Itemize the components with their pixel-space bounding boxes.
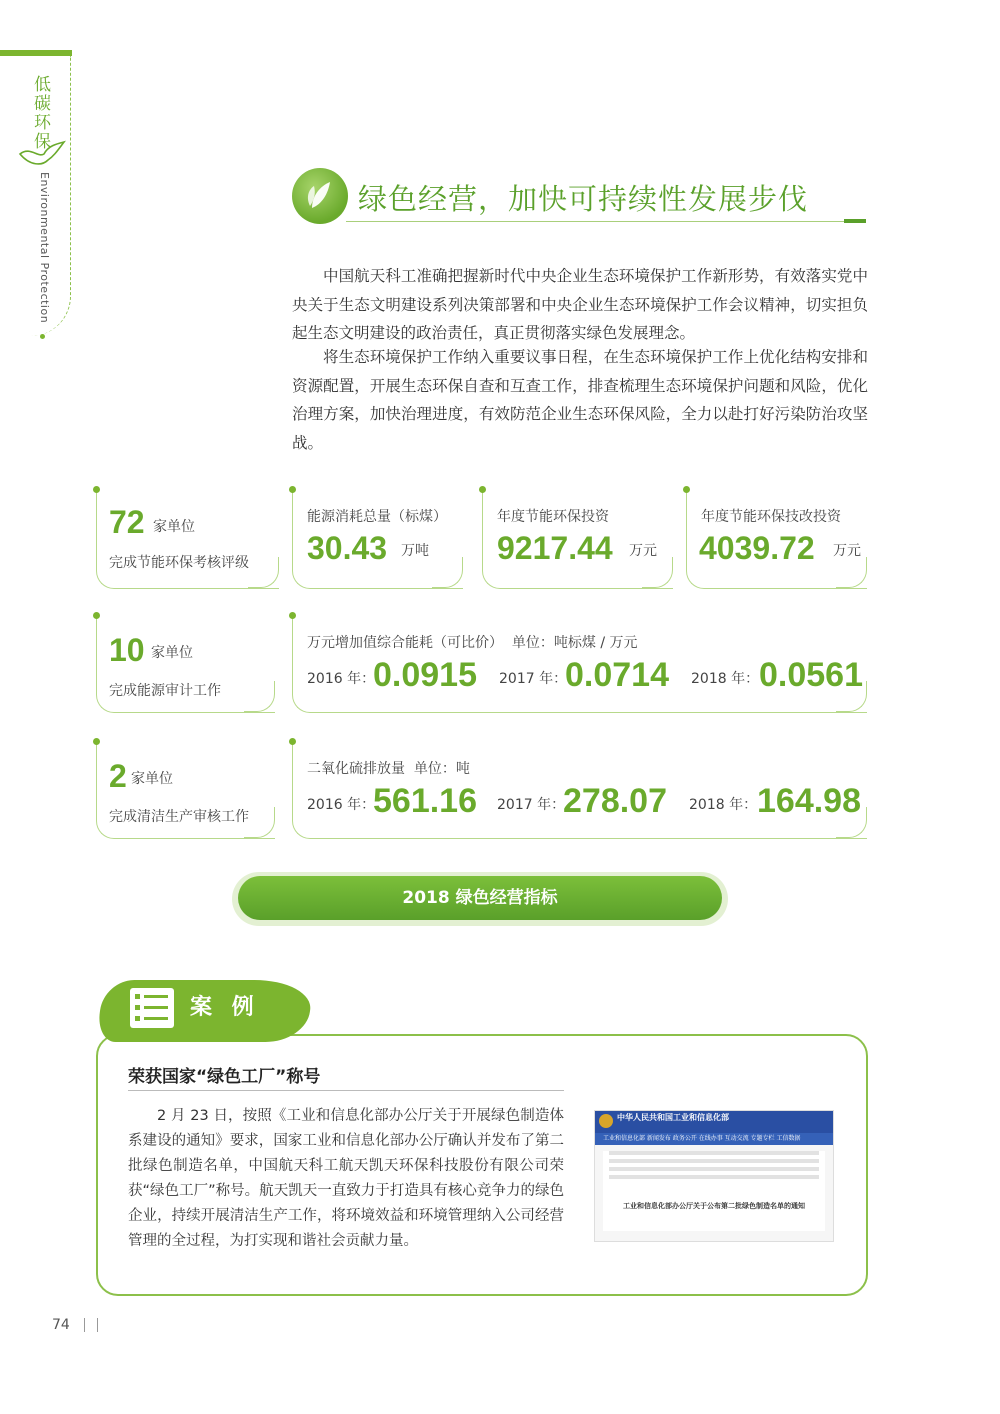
- stat-unit: 家单位: [153, 519, 195, 535]
- stat-unit: 万元: [833, 543, 861, 559]
- stat-box-so2: [292, 742, 867, 839]
- title-underline-accent: [844, 219, 866, 223]
- stat-value: 9217.44: [497, 530, 613, 566]
- page-number: 74: [52, 1317, 70, 1333]
- year-label: 2017 年：: [499, 671, 568, 687]
- case-tag: 案 例: [190, 995, 260, 1020]
- case-title-divider: [128, 1090, 564, 1091]
- title-underline: [346, 221, 866, 222]
- stat-unit: 万吨: [401, 543, 429, 559]
- list-icon: [130, 988, 174, 1028]
- year-value: 0.0714: [565, 656, 669, 694]
- screenshot-caption: 工业和信息化部办公厅关于公布第二批绿色制造名单的通知: [623, 1202, 805, 1210]
- screenshot-header: 中华人民共和国工业和信息化部: [617, 1113, 729, 1122]
- stat-value: 72: [109, 504, 145, 540]
- stat-unit: 万元: [629, 543, 657, 559]
- stat-box-energy-intensity: [292, 616, 867, 713]
- intro-paragraph-1: 中国航天科工准确把握新时代中央企业生态环境保护工作新形势，有效落实党中央关于生态文明建设系列决策部署和中央企业生态环境保护工作会议精神，切实担负起生态文明建设的政治责任，真正贯彻落实绿色发展理念。: [292, 267, 868, 342]
- stat-box-tech-investment: [686, 490, 867, 589]
- section-title: 绿色经营，加快可持续性发展步伐: [358, 182, 809, 216]
- year-label: 2016 年：: [307, 671, 376, 687]
- stat-box-investment: [482, 490, 673, 589]
- stat-label: 年度节能环保投资: [497, 509, 609, 525]
- year-value: 0.0561: [759, 656, 863, 694]
- year-label: 2018 年：: [689, 797, 758, 813]
- stat-label: 完成能源审计工作: [109, 683, 221, 699]
- stat-value: 2: [109, 758, 127, 794]
- stat-unit: 家单位: [151, 645, 193, 661]
- leaf-icon: [292, 168, 348, 224]
- stat-title: 万元增加值综合能耗（可比价） 单位：吨标煤 / 万元: [307, 635, 638, 651]
- year-value: 0.0915: [373, 656, 477, 694]
- stat-value: 30.43: [307, 530, 388, 566]
- year-value: 278.07: [563, 782, 667, 820]
- side-category-subtitle: Environmental Protection: [38, 172, 51, 324]
- year-label: 2017 年：: [497, 797, 566, 813]
- stat-box-energy: [292, 490, 463, 589]
- stat-label: 能源消耗总量（标煤）: [307, 509, 447, 525]
- year-label: 2018 年：: [691, 671, 760, 687]
- stat-label: 年度节能环保技改投资: [701, 509, 841, 525]
- emblem-icon: [599, 1114, 613, 1128]
- stats-caption: 2018 绿色经营指标: [238, 876, 722, 920]
- year-label: 2016 年：: [307, 797, 376, 813]
- case-title: 荣获国家“绿色工厂”称号: [128, 1067, 321, 1087]
- page-marker: [84, 1318, 98, 1332]
- stat-box-assessment: [96, 490, 279, 589]
- screenshot-nav: 工业和信息化部 新闻发布 政务公开 在线办事 互动交流 专题专栏 工信数据: [595, 1133, 833, 1145]
- side-category-title: 低碳环保: [34, 75, 51, 152]
- year-value: 561.16: [373, 782, 477, 820]
- stat-unit: 家单位: [131, 771, 173, 787]
- stat-value: 4039.72: [699, 530, 815, 566]
- stat-box-energy-audit: [96, 616, 275, 713]
- stat-value: 10: [109, 632, 145, 668]
- notice-screenshot: [594, 1110, 834, 1242]
- side-dot: [40, 334, 45, 339]
- stat-title: 二氧化硫排放量 单位：吨: [307, 761, 470, 777]
- stat-box-clean-production: [96, 742, 275, 839]
- intro-paragraph-2: 将生态环境保护工作纳入重要议事日程，在生态环境保护工作上优化结构安排和资源配置，开展生态环保自查和互查工作，排查梳理生态环境保护问题和风险，优化治理方案，加快治理进度，有效防范企业生态环保风险，全力以赴打好污染防治攻坚战。: [292, 348, 868, 452]
- case-paragraph: 2 月 23 日，按照《工业和信息化部办公厅关于开展绿色制造体系建设的通知》要求，国家工业和信息化部办公厅确认并发布了第二批绿色制造名单，中国航天科工航天凯天环保科技股份有限公司荣获“绿色工厂”称号。航天凯天一直致力于打造具有核心竞争力的绿色企业，持续开展清洁生产工作，将环境效益和环境管理纳入公司经营管理的全过程，为打实现和谐社会贡献力量。: [128, 1108, 564, 1249]
- stat-label: 完成节能环保考核评级: [109, 555, 249, 571]
- year-value: 164.98: [757, 782, 861, 820]
- bird-icon: [18, 140, 66, 170]
- stat-label: 完成清洁生产审核工作: [109, 809, 249, 825]
